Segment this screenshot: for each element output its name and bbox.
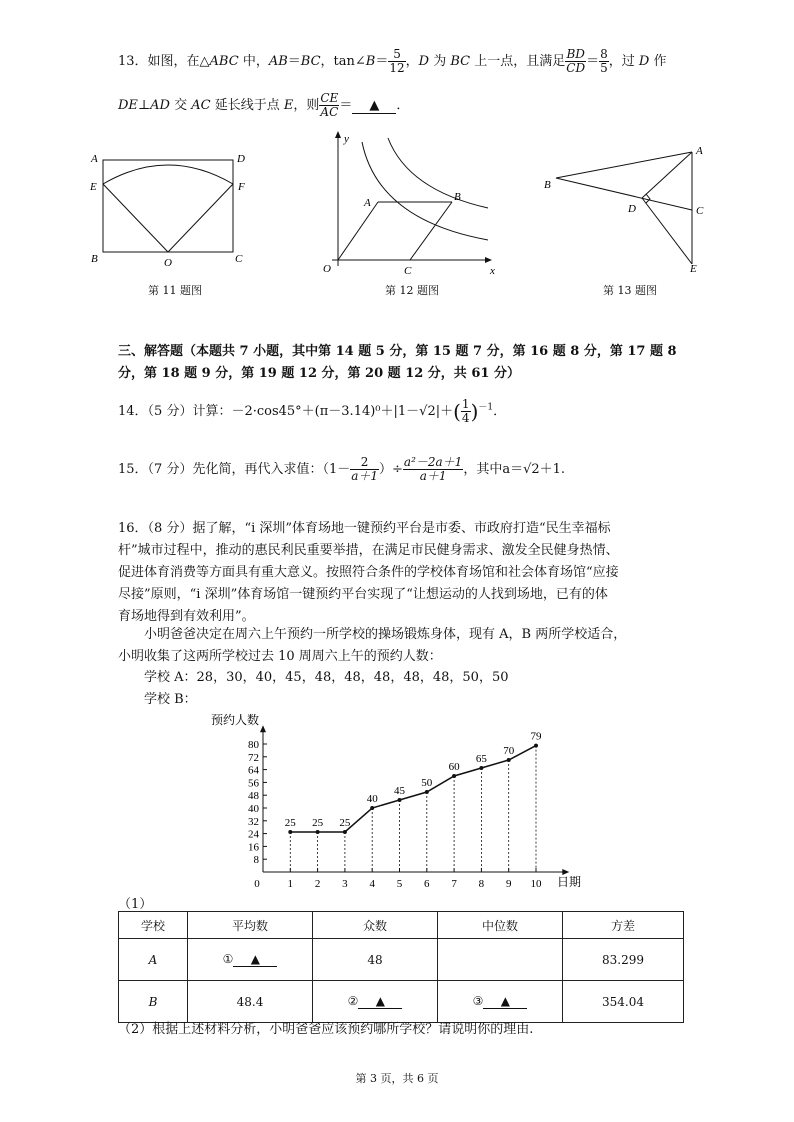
fig11-label-c: C <box>235 253 243 265</box>
chart-x-tick-label: 6 <box>424 878 430 890</box>
chart-data-label: 65 <box>475 753 487 765</box>
chart-x-tick-label: 2 <box>314 878 321 890</box>
q15: 15．（7 分）先化简，再代入求值：（1－ $\frac{2}{a+1}$ ）÷ $\frac{\text{a²－2a＋1}}{a+1}$ ，其中a＝√2＋1. <box>118 455 566 483</box>
fig13-line-bc <box>556 178 692 210</box>
chart-data-point <box>288 830 292 834</box>
fig12-y-arrow <box>335 131 341 138</box>
chart-y-tick-label: 72 <box>248 751 259 764</box>
chart-xlabel: 日期 <box>557 875 582 889</box>
row-b-mode-blank[interactable]: ▲ <box>358 994 402 1009</box>
q14-fraction: $\frac{1}{4}$ <box>461 397 470 425</box>
chart-data-label: 70 <box>503 745 515 757</box>
row-b-median: ③ ▲ <box>438 981 563 1023</box>
q15-fraction-2: $\frac{\text{a²－2a＋1}}{a+1}$ <box>403 455 463 483</box>
fig13-label-b: B <box>544 179 551 191</box>
chart-x-tick-label: 8 <box>478 878 485 890</box>
chart-y-tick-label: 80 <box>248 739 259 751</box>
stats-table <box>118 911 684 1023</box>
ce-ac-fraction: $\frac{CE}{AC}$ <box>320 91 339 119</box>
fig12-curve-outer <box>388 138 488 208</box>
chart-y-tick-label: 24 <box>248 828 259 841</box>
q16-p3: 促进体育消费等方面具有重大意义。按照符合条件的学校体育场馆和社会体育场馆“应接 <box>118 565 619 580</box>
chart-y-tick-label: 48 <box>248 790 259 803</box>
fig13-label-d: D <box>628 203 636 215</box>
chart-data-label: 40 <box>366 793 378 805</box>
chart-x-tick-label: 9 <box>505 878 512 890</box>
row-a-variance: 83.299 <box>563 939 684 981</box>
fig12-line-cb <box>410 202 452 260</box>
header-variance: 方差 <box>563 912 684 939</box>
fig11-label-e: E <box>90 181 97 193</box>
chart-data-point <box>316 830 320 834</box>
header-school: 学校 <box>119 912 188 939</box>
q13-line2: DE⊥AD 交 AC 延长线于点 E，则 $\frac{CE}{AC}$ ＝ ▲ ． <box>118 91 410 119</box>
fig12-label-c: C <box>404 265 412 277</box>
fig11-arc <box>103 165 233 184</box>
fig12-label-y: y <box>344 133 349 145</box>
row-a-median <box>438 939 563 981</box>
chart-data-point <box>425 790 429 794</box>
fig11-label-a: A <box>91 153 98 165</box>
row-b-mode: ② ▲ <box>313 981 438 1023</box>
row-b-median-blank[interactable]: ▲ <box>483 994 527 1009</box>
chart-data-point <box>370 806 374 810</box>
fig11-line-eo <box>103 184 168 252</box>
fig13-label-c: C <box>696 205 704 217</box>
fig12-label-b: B <box>454 191 461 203</box>
ratio-fraction: $\frac{8}{5}$ <box>600 47 608 75</box>
chart-x-tick-label: 0 <box>254 878 260 890</box>
chart-data-label: 25 <box>312 817 324 829</box>
tan-fraction: $\frac{5}{12}$ <box>389 47 405 75</box>
chart-series-line <box>290 746 536 832</box>
chart-x-tick-label: 7 <box>451 878 457 890</box>
chart-data-label: 50 <box>421 777 433 789</box>
q16-p2: 杆”城市过程中，推动的惠民利民重要举措，在满足市民健身需求、激发全民健身热情、 <box>118 543 619 558</box>
chart-y-arrow <box>260 725 266 732</box>
header-mean: 平均数 <box>188 912 313 939</box>
chart-y-tick-label: 16 <box>248 841 259 854</box>
part2-question: （2）根据上述材料分析，小明爸爸应该预约哪所学校？请说明你的理由. <box>118 1022 534 1037</box>
fig12-label-x: x <box>490 265 495 277</box>
table-row <box>119 981 684 1023</box>
chart-data-label: 25 <box>339 817 351 829</box>
section3-heading-line1: 三、解答题（本题共 7 小题，其中第 14 题 5 分，第 15 题 7 分，第 16 题 8 分，第 17 题 8 <box>118 344 677 359</box>
chart-x-tick-label: 10 <box>530 878 542 890</box>
row-a-mean-blank[interactable]: ▲ <box>233 952 277 967</box>
row-a-mean: ① ▲ <box>188 939 313 981</box>
q16-p5: 育场地得到有效利用”。 <box>118 609 255 624</box>
q16-p4: 尽接”原则，“i 深圳”体育场馆一键预约平台实现了“让想运动的人找到场地，已有的体 <box>118 587 608 602</box>
section3-heading-line2: 分，第 18 题 9 分，第 19 题 12 分，第 20 题 12 分，共 61 分） <box>118 366 520 381</box>
fig12-curve-inner <box>362 142 488 240</box>
q14: 14．（5 分）计算：－2·cos45°＋(π－3.14)⁰＋|1－√2|＋( $\frac{1}{4}$ )$^{-1}$． <box>118 397 507 425</box>
fig13-line-ad <box>642 152 692 198</box>
chart-data-point <box>534 744 538 748</box>
q16-school-b-label: 学校 B： <box>144 692 197 707</box>
chart-data-point <box>479 766 483 770</box>
q13-line1: 13．如图，在△ABC 中，AB＝BC，tan∠B＝ $\frac{5}{12}$ ，D 为 BC 上一点，且满足 $\frac{BD}{CD}$ ＝ $\frac{8}{5}$ ，过 D 作 <box>118 47 667 75</box>
fig11-label-d: D <box>237 153 245 165</box>
row-a-mode: 48 <box>313 939 438 981</box>
fig11-label-b: B <box>91 253 98 265</box>
q16-p6: 小明爸爸决定在周六上午预约一所学校的操场锻炼身体，现有 A，B 两所学校适合， <box>144 627 627 642</box>
row-b-variance: 354.04 <box>563 981 684 1023</box>
chart-y-tick-label: 32 <box>248 815 259 828</box>
chart-data-label: 60 <box>448 761 460 773</box>
fig13-label-e: E <box>690 263 697 275</box>
header-median: 中位数 <box>438 912 563 939</box>
q13-answer-blank[interactable]: ▲ <box>352 98 396 114</box>
fig12-caption: 第 12 题图 <box>385 284 439 297</box>
fig12-x-arrow <box>485 257 492 263</box>
fig11-label-o: O <box>164 257 172 269</box>
q16-p1: 16．（8 分）据了解，“i 深圳”体育场地一键预约平台是市委、市政府打造“民生幸福标 <box>118 521 611 536</box>
chart-x-tick-label: 1 <box>287 878 294 890</box>
chart-data-point <box>507 758 511 762</box>
q16-school-a: 学校 A：28，30，40，45，48，48，48，48，48，50，50 <box>144 670 509 685</box>
row-a-school: A <box>119 939 188 981</box>
fig13-line-ba <box>556 152 692 178</box>
chart-ylabel: 预约人数 <box>211 713 260 727</box>
page-footer: 第 3 页，共 6 页 <box>355 1072 439 1085</box>
q16-p7: 小明收集了这两所学校过去 10 周周六上午的预约人数： <box>118 649 442 664</box>
figure-12 <box>318 128 500 278</box>
fig13-right-angle <box>646 194 650 203</box>
table-row <box>119 939 684 981</box>
chart-data-label: 25 <box>284 817 296 829</box>
fig12-line-oa <box>338 202 378 260</box>
chart-data-label: 45 <box>394 785 405 797</box>
chart-data-label: 79 <box>530 730 542 743</box>
fig11-label-f: F <box>238 181 245 193</box>
header-mode: 众数 <box>313 912 438 939</box>
fig12-label-o: O <box>323 263 331 275</box>
chart-y-tick-label: 40 <box>248 803 259 815</box>
chart-data-point <box>398 798 402 802</box>
row-b-school: B <box>119 981 188 1023</box>
fig13-caption: 第 13 题图 <box>603 284 657 297</box>
fig11-line-fo <box>168 184 233 252</box>
chart-x-tick-label: 3 <box>342 878 348 890</box>
fig12-label-a: A <box>364 197 371 209</box>
part1-label: （1） <box>118 897 153 912</box>
school-b-line-chart <box>205 708 595 893</box>
chart-y-tick-label: 56 <box>248 777 259 790</box>
bd-cd-fraction: $\frac{BD}{CD}$ <box>566 47 586 75</box>
chart-data-point <box>452 774 456 778</box>
chart-x-tick-label: 4 <box>369 878 375 890</box>
q15-fraction-1: $\frac{2}{a+1}$ <box>351 455 379 483</box>
fig13-label-a: A <box>696 145 703 157</box>
chart-y-tick-label: 8 <box>253 854 259 867</box>
table-header-row <box>119 912 684 939</box>
figure-13 <box>540 138 720 278</box>
chart-x-tick-label: 5 <box>396 878 403 890</box>
fig11-caption: 第 11 题图 <box>148 284 202 297</box>
row-b-mean: 48.4 <box>188 981 313 1023</box>
figure-11 <box>85 148 255 278</box>
chart-data-point <box>343 830 347 834</box>
chart-y-tick-label: 64 <box>248 764 259 777</box>
